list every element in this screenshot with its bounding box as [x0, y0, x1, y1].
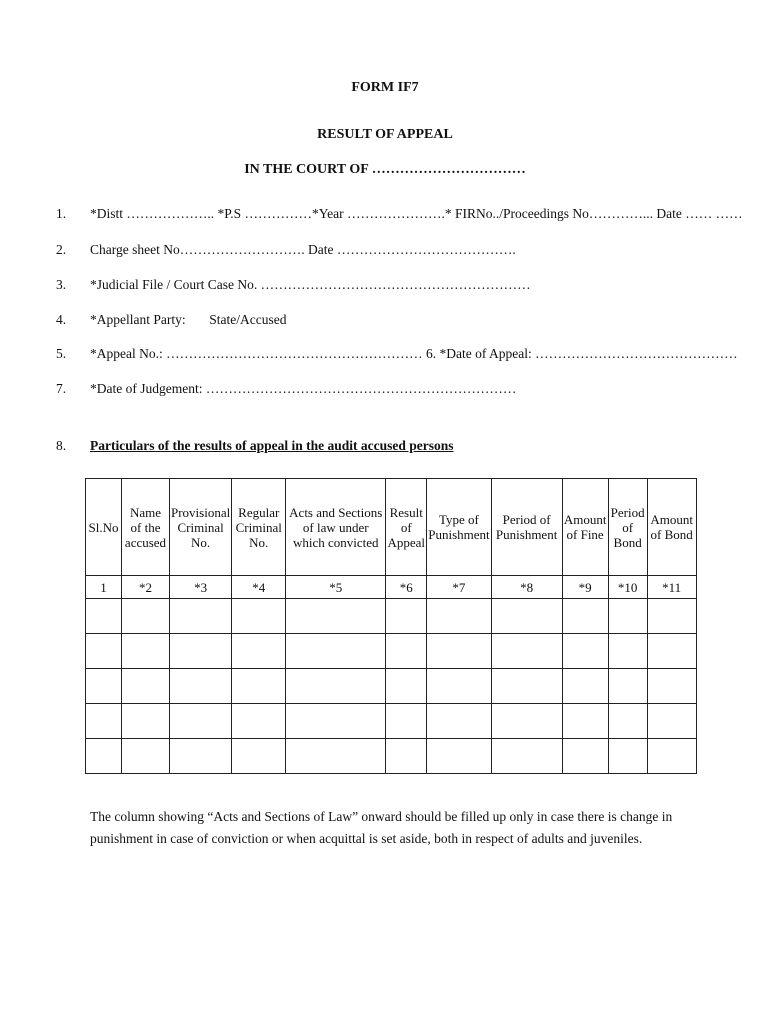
- table-cell[interactable]: [170, 669, 232, 704]
- col-header-amount-of-fine: Amount of Fine: [562, 479, 608, 576]
- table-cell[interactable]: [122, 634, 170, 669]
- form-title: FORM IF7: [351, 80, 419, 95]
- table-cell[interactable]: [286, 634, 386, 669]
- table-cell[interactable]: [232, 669, 286, 704]
- table-cell[interactable]: [286, 739, 386, 774]
- table-cell[interactable]: [386, 634, 427, 669]
- column-number: *5: [286, 576, 386, 599]
- table-cell[interactable]: [122, 739, 170, 774]
- table-cell[interactable]: [286, 704, 386, 739]
- item-2: [56, 242, 516, 258]
- column-number: *10: [608, 576, 647, 599]
- column-number-row: [86, 576, 697, 599]
- section-8-heading: [56, 438, 454, 454]
- table-cell[interactable]: [562, 669, 608, 704]
- table-cell[interactable]: [232, 704, 286, 739]
- table-cell[interactable]: [562, 739, 608, 774]
- col-header-result-of-appeal: Result of Appeal: [386, 479, 427, 576]
- table-cell[interactable]: [608, 739, 647, 774]
- table-cell[interactable]: [491, 599, 562, 634]
- footnote: The column showing “Acts and Sections of Law” onward should be filled up only in case there is change in punishment in case of conviction or when acquittal is set aside, both in respect of adults and juveniles.: [90, 809, 673, 846]
- table-cell[interactable]: [86, 739, 122, 774]
- table-cell[interactable]: [427, 669, 491, 704]
- table-cell[interactable]: [608, 599, 647, 634]
- col-header-acts-sections: Acts and Sections of law under which convicted: [286, 479, 386, 576]
- court-line: IN THE COURT OF ……………………………: [244, 162, 526, 177]
- table-cell[interactable]: [86, 669, 122, 704]
- item-text: *Date of Judgement: ……………………………………………………………: [90, 381, 517, 396]
- table-cell[interactable]: [86, 599, 122, 634]
- table-cell[interactable]: [491, 669, 562, 704]
- column-number: *11: [647, 576, 696, 599]
- table-cell[interactable]: [647, 739, 696, 774]
- item-number: 5.: [56, 346, 67, 361]
- column-number: *3: [170, 576, 232, 599]
- table-cell[interactable]: [608, 704, 647, 739]
- table-cell[interactable]: [647, 599, 696, 634]
- col-header-provisional-criminal-no: Provisional Criminal No.: [170, 479, 232, 576]
- table-cell[interactable]: [427, 599, 491, 634]
- header-row: [86, 479, 697, 576]
- item-text: *Appellant Party: State/Accused: [90, 312, 287, 327]
- table-cell[interactable]: [386, 704, 427, 739]
- table-cell[interactable]: [386, 739, 427, 774]
- item-text: *Judicial File / Court Case No. ……………………………………………………: [90, 277, 531, 292]
- item-text: *Appeal No.: ………………………………………………… 6. *Date of Appeal: ………………………………………: [90, 346, 738, 361]
- table-cell[interactable]: [232, 599, 286, 634]
- table-row: [86, 599, 697, 634]
- table-cell[interactable]: [386, 599, 427, 634]
- item-1: [56, 206, 743, 222]
- item-number: 4.: [56, 312, 67, 327]
- item-text: *Distt ……………….. *P.S ……………*Year ………………….* FIRNo../Proceedings No…………... Date …… ……: [90, 206, 743, 221]
- table-row: [86, 704, 697, 739]
- col-header-sl-no: Sl.No: [86, 479, 122, 576]
- form-subtitle: RESULT OF APPEAL: [317, 127, 453, 142]
- table-cell[interactable]: [232, 739, 286, 774]
- item-text: Charge sheet No………………………. Date ………………………………….: [90, 242, 516, 257]
- table-cell[interactable]: [562, 599, 608, 634]
- table-cell[interactable]: [647, 634, 696, 669]
- table-cell[interactable]: [427, 739, 491, 774]
- item-number: 3.: [56, 277, 67, 292]
- section-number: 8.: [56, 438, 67, 453]
- table-cell[interactable]: [86, 634, 122, 669]
- item-5: [56, 346, 738, 362]
- table-cell[interactable]: [286, 669, 386, 704]
- table-cell[interactable]: [647, 704, 696, 739]
- col-header-period-of-punishment: Period of Punishment: [491, 479, 562, 576]
- col-header-name: Name of the accused: [122, 479, 170, 576]
- table-cell[interactable]: [491, 704, 562, 739]
- col-header-period-of-bond: Period of Bond: [608, 479, 647, 576]
- table-cell[interactable]: [608, 669, 647, 704]
- col-header-amount-of-bond: Amount of Bond: [647, 479, 696, 576]
- column-number: 1: [86, 576, 122, 599]
- col-header-regular-criminal-no: Regular Criminal No.: [232, 479, 286, 576]
- item-number: 1.: [56, 206, 67, 221]
- table-cell[interactable]: [170, 599, 232, 634]
- table-row: [86, 669, 697, 704]
- column-number: *7: [427, 576, 491, 599]
- col-header-type-of-punishment: Type of Punishment: [427, 479, 491, 576]
- column-number: *6: [386, 576, 427, 599]
- table-cell[interactable]: [608, 634, 647, 669]
- item-3: [56, 277, 531, 293]
- appeal-results-table: [85, 478, 697, 774]
- table-row: [86, 634, 697, 669]
- table-cell[interactable]: [491, 634, 562, 669]
- table-cell[interactable]: [562, 634, 608, 669]
- table-cell[interactable]: [86, 704, 122, 739]
- table-cell[interactable]: [170, 704, 232, 739]
- table-cell[interactable]: [562, 704, 608, 739]
- table-cell[interactable]: [386, 669, 427, 704]
- table-cell[interactable]: [122, 599, 170, 634]
- column-number: *8: [491, 576, 562, 599]
- item-7: [56, 381, 516, 397]
- table-cell[interactable]: [491, 739, 562, 774]
- item-number: 7.: [56, 381, 67, 396]
- section-heading-text: Particulars of the results of appeal in the audit accused persons: [90, 438, 454, 453]
- table-cell[interactable]: [427, 634, 491, 669]
- table-cell[interactable]: [170, 634, 232, 669]
- table-cell[interactable]: [286, 599, 386, 634]
- column-number: *9: [562, 576, 608, 599]
- table-cell[interactable]: [427, 704, 491, 739]
- column-number: *2: [122, 576, 170, 599]
- table-cell[interactable]: [232, 634, 286, 669]
- table-cell[interactable]: [647, 669, 696, 704]
- column-number: *4: [232, 576, 286, 599]
- item-4: [56, 312, 286, 328]
- item-number: 2.: [56, 242, 67, 257]
- table-cell[interactable]: [122, 704, 170, 739]
- table-row: [86, 739, 697, 774]
- table-cell[interactable]: [170, 739, 232, 774]
- table-cell[interactable]: [122, 669, 170, 704]
